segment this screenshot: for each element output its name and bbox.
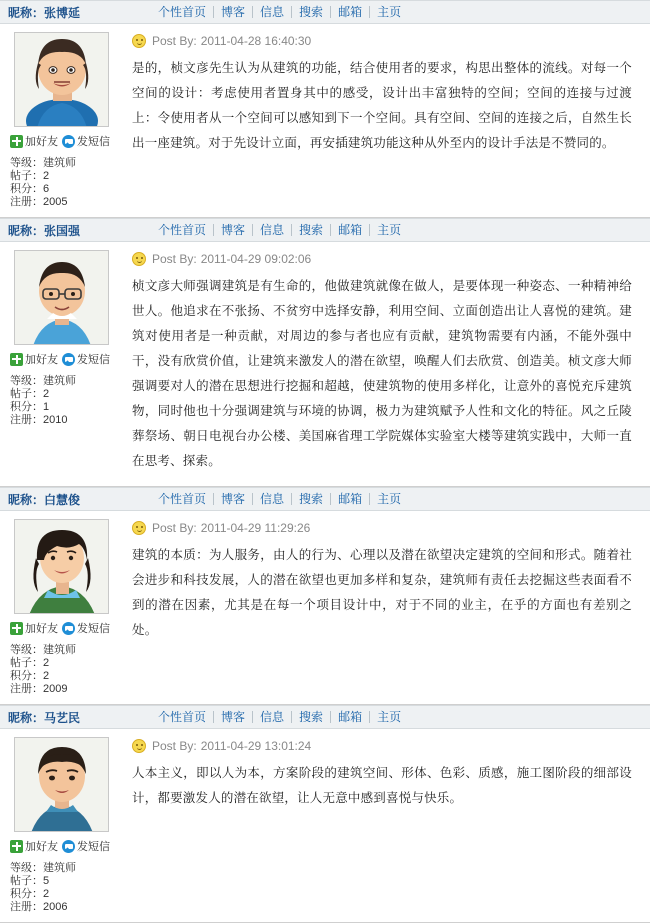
user-nickname: 昵称：白慧俊 (8, 492, 81, 507)
post-text: 是的，桢文彦先生认为从建筑的功能，结合使用者的要求，构思出整体的流线。对每一个空间的设计：考虑使用者置身其中的感受，设计出丰富独特的空间；空间的连接与过渡上：令使用者从一个空间可以感知到下一个空间。具有空间、空间的连接之后，自然生长出一座建筑。对于先设计立面，再安插建筑功能这种从外至内的设计手法是不赞同的。 (132, 61, 632, 150)
add-friend-label: 加好友 (25, 623, 58, 635)
user-points: 积分：1 (10, 401, 50, 413)
post-date: 2011-04-29 09:02:06 (200, 252, 312, 266)
nav-link-homepage[interactable]: 个性首页 (158, 493, 214, 505)
user-grade: 等级：建筑师 (10, 644, 76, 656)
post-meta (126, 252, 636, 266)
nav-link-mail[interactable]: 邮箱 (331, 224, 370, 236)
smiley-icon (132, 252, 146, 266)
nav-link-mail[interactable]: 邮箱 (331, 711, 370, 723)
post-item (0, 218, 650, 487)
smiley-icon (132, 739, 146, 753)
add-friend-button[interactable] (10, 133, 58, 149)
send-message-button[interactable] (62, 351, 110, 367)
user-meta (10, 862, 76, 914)
plus-icon (10, 353, 23, 366)
post-content-column (118, 729, 650, 922)
user-meta (10, 644, 76, 696)
post-by-label: Post By: (152, 34, 197, 48)
message-icon (62, 135, 75, 148)
nav-link-main[interactable]: 主页 (377, 492, 402, 506)
post-by-label: Post By: (152, 521, 197, 535)
avatar[interactable] (14, 737, 109, 832)
user-actions (10, 133, 110, 149)
smiley-icon (132, 521, 146, 535)
user-points: 积分：2 (10, 670, 50, 682)
post-item (0, 0, 650, 218)
send-message-label: 发短信 (77, 841, 110, 853)
send-message-label: 发短信 (77, 136, 110, 148)
nav-link-homepage[interactable]: 个性首页 (158, 224, 214, 236)
user-nickname: 昵称：张国强 (8, 223, 81, 238)
post-text: 人本主义，即以人为本，方案阶段的建筑空间、形体、色彩、质感，施工图阶段的细部设计，都要激发人的潜在欲望，让人无意中感到喜悦与快乐。 (132, 766, 632, 805)
post-body (0, 242, 650, 486)
user-nav-links (158, 711, 408, 723)
post-meta (126, 739, 636, 753)
post-header (0, 218, 650, 242)
add-friend-button[interactable] (10, 620, 58, 636)
post-meta (126, 34, 636, 48)
nav-link-main[interactable]: 主页 (377, 5, 402, 19)
nav-link-homepage[interactable]: 个性首页 (158, 711, 214, 723)
post-body (0, 24, 650, 217)
post-date: 2011-04-28 16:40:30 (200, 34, 312, 48)
user-meta (10, 157, 76, 209)
nav-link-search[interactable]: 搜索 (292, 224, 331, 236)
send-message-button[interactable] (62, 838, 110, 854)
user-nav-links (158, 6, 408, 18)
smiley-icon (132, 34, 146, 48)
post-content-column (118, 24, 650, 217)
user-posts: 帖子：2 (10, 657, 50, 669)
user-register-year: 注册：2009 (10, 683, 68, 695)
avatar[interactable] (14, 250, 109, 345)
post-meta (126, 521, 636, 535)
user-nickname: 昵称：张博延 (8, 5, 81, 20)
user-grade: 等级：建筑师 (10, 862, 76, 874)
nav-link-main[interactable]: 主页 (377, 710, 402, 724)
nav-link-search[interactable]: 搜索 (292, 711, 331, 723)
user-grade: 等级：建筑师 (10, 375, 76, 387)
post-header (0, 705, 650, 729)
post-by-label: Post By: (152, 739, 197, 753)
nav-link-mail[interactable]: 邮箱 (331, 493, 370, 505)
message-icon (62, 353, 75, 366)
user-grade: 等级：建筑师 (10, 157, 76, 169)
post-by-label: Post By: (152, 252, 197, 266)
post-date: 2011-04-29 13:01:24 (200, 739, 312, 753)
add-friend-label: 加好友 (25, 354, 58, 366)
nav-link-info[interactable]: 信息 (253, 493, 292, 505)
nav-link-main[interactable]: 主页 (377, 223, 402, 237)
user-posts: 帖子：5 (10, 875, 50, 887)
post-body (0, 729, 650, 922)
avatar[interactable] (14, 32, 109, 127)
nav-link-info[interactable]: 信息 (253, 6, 292, 18)
send-message-button[interactable] (62, 620, 110, 636)
user-meta (10, 375, 76, 427)
user-register-year: 注册：2005 (10, 196, 68, 208)
post-content-column (118, 242, 650, 486)
user-actions (10, 351, 110, 367)
post-text: 建筑的本质：为人服务，由人的行为、心理以及潜在欲望决定建筑的空间和形式。随着社会进步和科技发展，人的潜在欲望也更加多样和复杂，建筑师有责任去挖掘这些表面看不到的潜在因素，尤其是在每一个项目设计中，对于不同的业主，在乎的方面也有差别之处。 (132, 548, 632, 637)
nav-link-blog[interactable]: 博客 (214, 6, 253, 18)
nav-link-blog[interactable]: 博客 (214, 711, 253, 723)
user-posts: 帖子：2 (10, 170, 50, 182)
add-friend-label: 加好友 (25, 841, 58, 853)
nav-link-info[interactable]: 信息 (253, 711, 292, 723)
post-header (0, 0, 650, 24)
post-item (0, 705, 650, 923)
send-message-button[interactable] (62, 133, 110, 149)
nav-link-blog[interactable]: 博客 (214, 493, 253, 505)
post-header (0, 487, 650, 511)
user-posts: 帖子：2 (10, 388, 50, 400)
nav-link-blog[interactable]: 博客 (214, 224, 253, 236)
add-friend-button[interactable] (10, 838, 58, 854)
user-actions (10, 838, 110, 854)
user-column (0, 729, 118, 922)
nav-link-search[interactable]: 搜索 (292, 493, 331, 505)
post-body (0, 511, 650, 704)
nav-link-homepage[interactable]: 个性首页 (158, 6, 214, 18)
plus-icon (10, 622, 23, 635)
add-friend-label: 加好友 (25, 136, 58, 148)
user-points: 积分：6 (10, 183, 50, 195)
user-register-year: 注册：2006 (10, 901, 68, 913)
user-column (0, 242, 118, 486)
send-message-label: 发短信 (77, 623, 110, 635)
plus-icon (10, 840, 23, 853)
send-message-label: 发短信 (77, 354, 110, 366)
add-friend-button[interactable] (10, 351, 58, 367)
user-actions (10, 620, 110, 636)
plus-icon (10, 135, 23, 148)
avatar[interactable] (14, 519, 109, 614)
message-icon (62, 840, 75, 853)
user-column (0, 511, 118, 704)
user-nav-links (158, 493, 408, 505)
nav-link-info[interactable]: 信息 (253, 224, 292, 236)
user-points: 积分：2 (10, 888, 50, 900)
post-text: 桢文彦大师强调建筑是有生命的，他做建筑就像在做人，是要体现一种姿态、一种精神给世人。他追求在不张扬、不贫穷中选择安静，利用空间、立面创造出让人喜悦的建筑。建筑对使用者是一种贡献，对周边的参与者也应有贡献，建筑物需要有内涵，不能外强中干，没有欣赏价值，让建筑来激发人的潜在欲望，唤醒人们去欣赏、创造美。桢文彦大师强调要对人的潜在思想进行挖掘和超越，使建筑物的使用多样化，让意外的喜悦充斥建筑物，同时他也十分强调建筑与环境的协调，极力为建筑赋予人性和文化的特征。风之丘陵葬祭场、朝日电视台办公楼、美国麻省理工学院媒体实验室大楼等建筑实践中，大师一直在思考、探索。 (132, 279, 632, 468)
nav-link-search[interactable]: 搜索 (292, 6, 331, 18)
post-content-column (118, 511, 650, 704)
post-item (0, 487, 650, 705)
nav-link-mail[interactable]: 邮箱 (331, 6, 370, 18)
user-register-year: 注册：2010 (10, 414, 68, 426)
user-nav-links (158, 224, 408, 236)
post-date: 2011-04-29 11:29:26 (200, 521, 311, 535)
user-column (0, 24, 118, 217)
message-icon (62, 622, 75, 635)
user-nickname: 昵称：马艺民 (8, 710, 81, 725)
